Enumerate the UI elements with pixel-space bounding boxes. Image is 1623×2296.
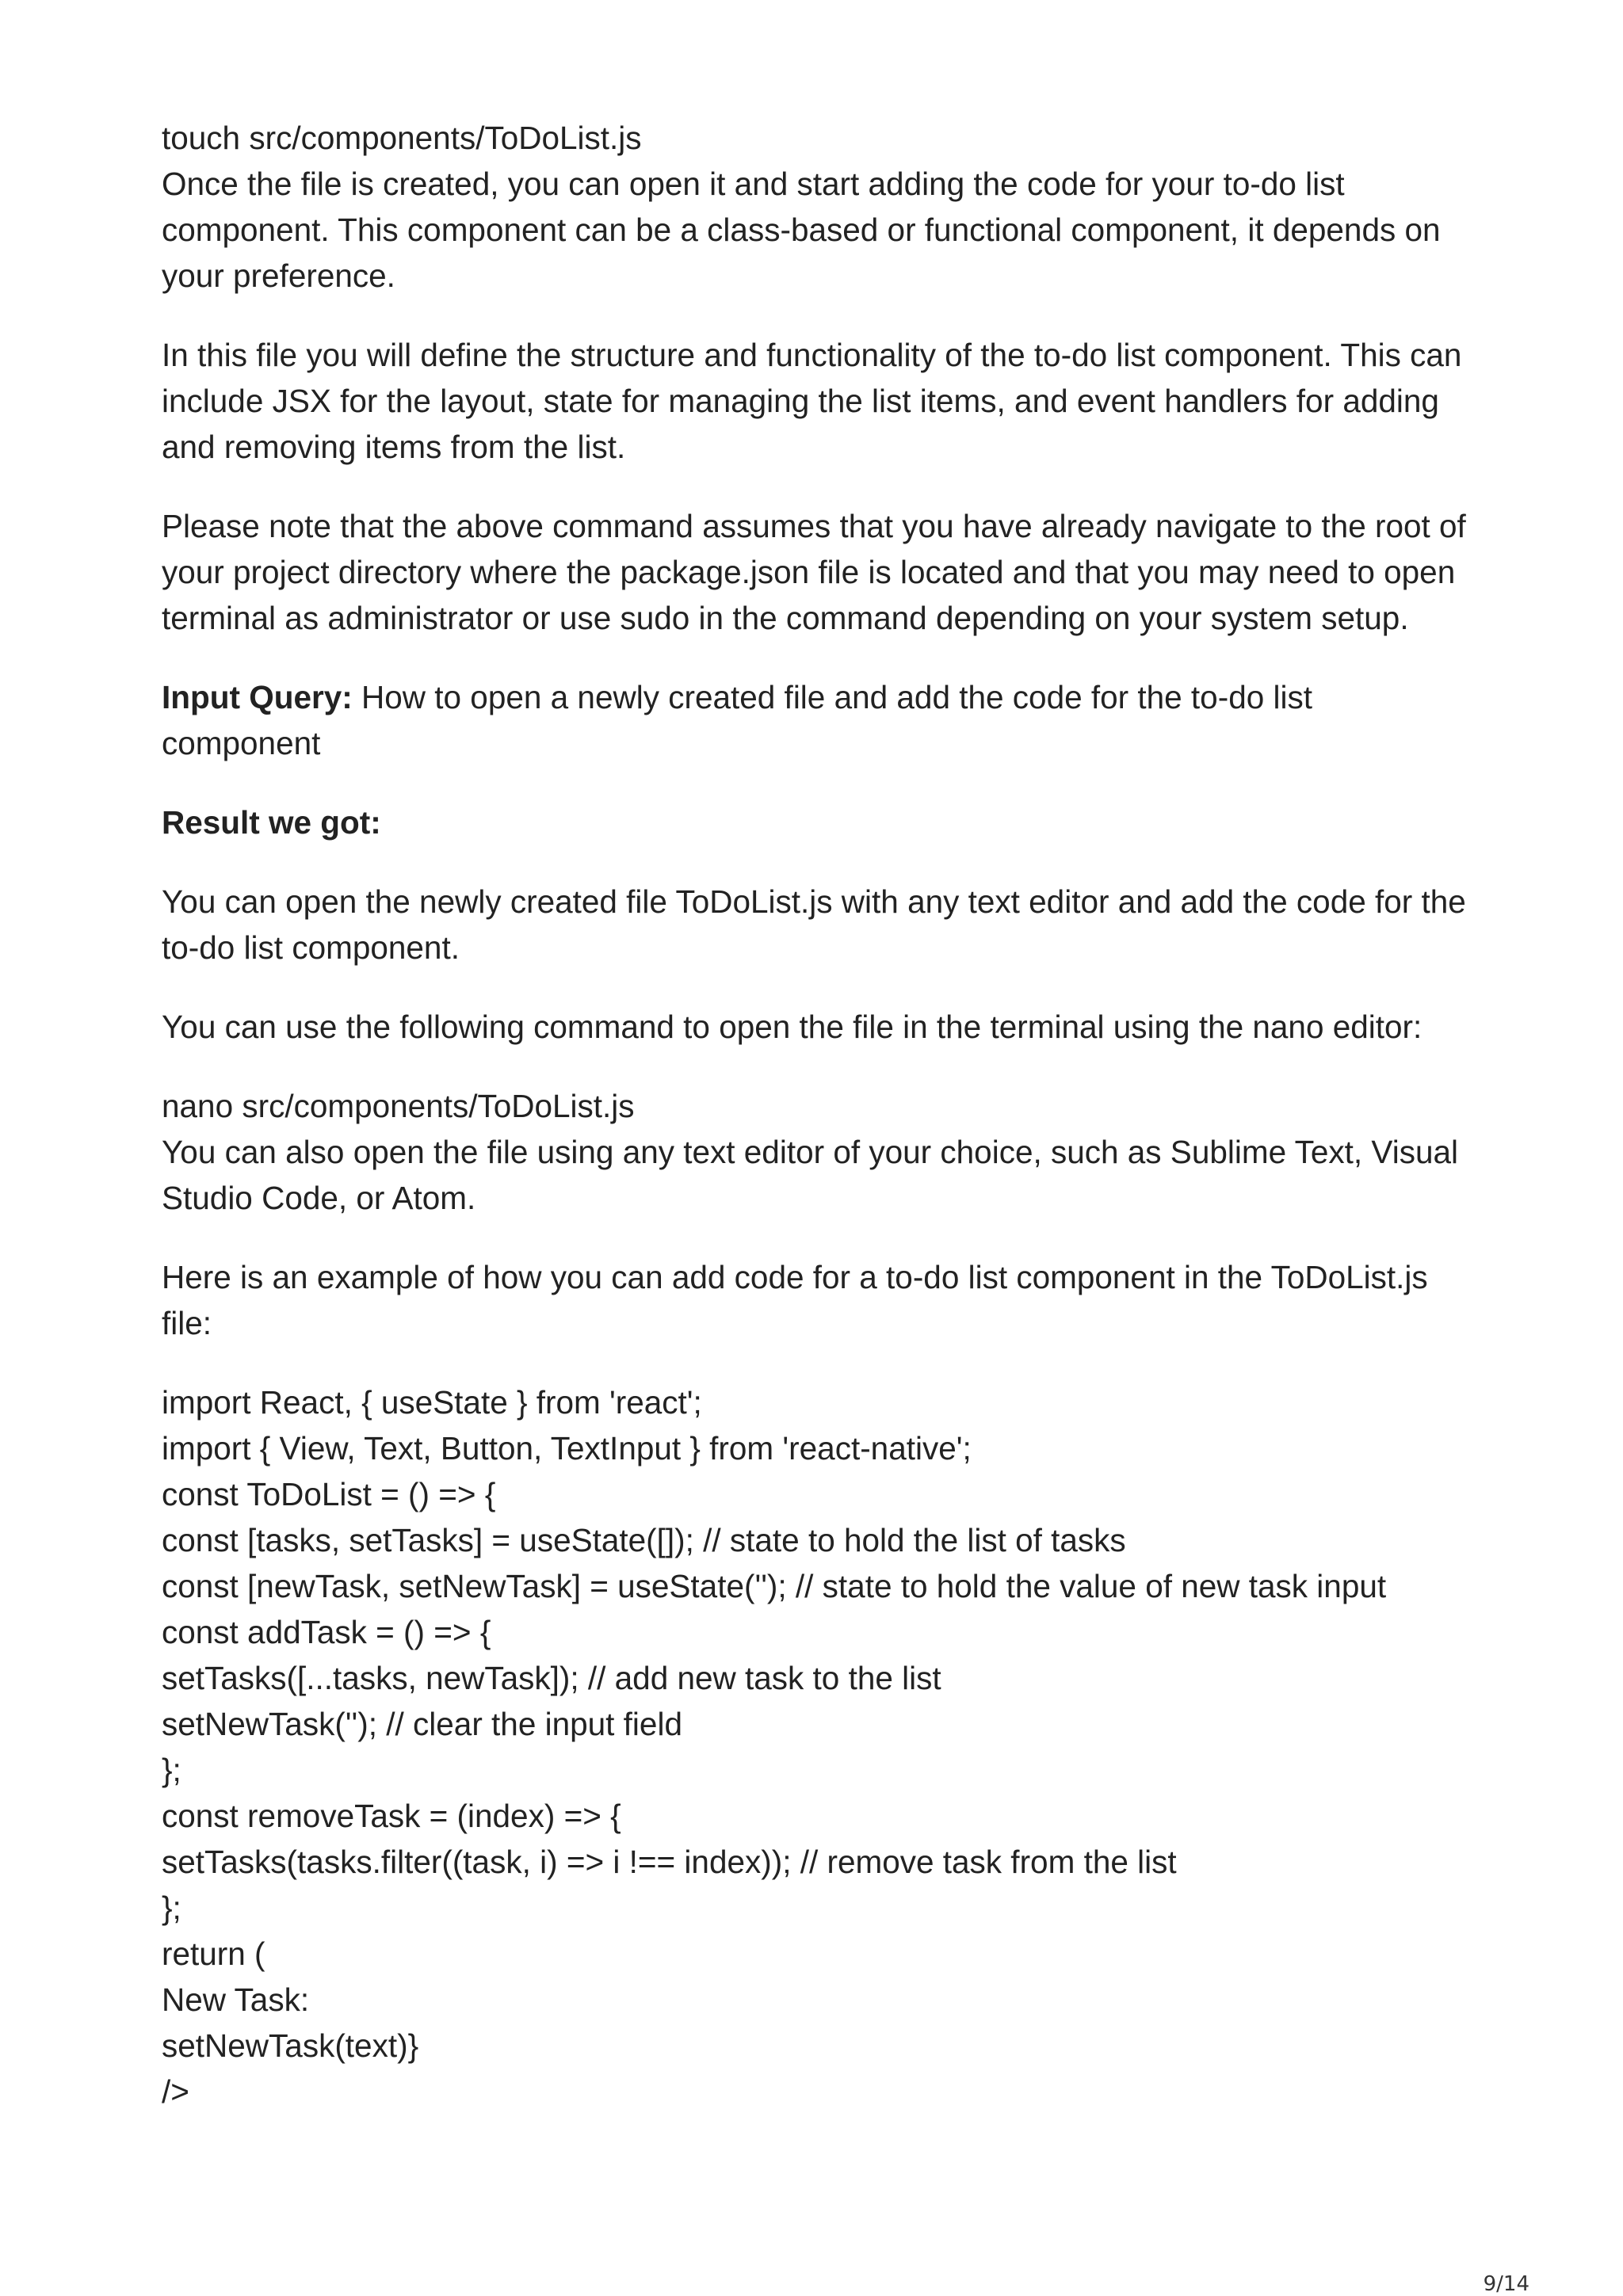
code-line: const addTask = () => { — [162, 1614, 491, 1650]
input-query-text: How to open a newly created file and add the code for the to-do list component — [162, 679, 1312, 761]
command-nano-block — [162, 1083, 1469, 1221]
command-touch: touch src/components/ToDoList.js — [162, 120, 642, 156]
paragraph-open-file: You can open the newly created file ToDoList.js with any text editor and add the code for the to-do list component. — [162, 883, 1466, 966]
code-line: const [newTask, setNewTask] = useState(''); // state to hold the value of new task input — [162, 1568, 1387, 1604]
page-number: 9/14 — [1483, 2272, 1529, 2296]
code-line: }; — [162, 1752, 181, 1788]
document-content — [162, 115, 1469, 2115]
paragraph-file-created: Once the file is created, you can open it and start adding the code for your to-do list component. This component can be a class-based or functional component, it depends on your preference. — [162, 166, 1441, 294]
code-line: setTasks([...tasks, newTask]); // add new task to the list — [162, 1660, 941, 1696]
code-line: New Task: — [162, 1981, 310, 2018]
code-line: setTasks(tasks.filter((task, i) => i !== index)); // remove task from the list — [162, 1844, 1177, 1880]
code-line: return ( — [162, 1936, 265, 1972]
command-touch-block — [162, 115, 1469, 299]
command-nano: nano src/components/ToDoList.js — [162, 1088, 635, 1124]
code-block — [162, 1379, 1469, 2115]
code-line: /> — [162, 2073, 189, 2110]
code-line: const [tasks, setTasks] = useState([]); // state to hold the list of tasks — [162, 1522, 1126, 1558]
input-query-label: Input Query: — [162, 679, 353, 715]
input-query-paragraph — [162, 674, 1469, 766]
code-line: setNewTask(text)} — [162, 2027, 419, 2064]
code-line: }; — [162, 1890, 181, 1926]
paragraph-text-editor: You can also open the file using any text editor of your choice, such as Sublime Text, Visual Studio Code, or Atom. — [162, 1134, 1458, 1216]
paragraph-example-intro: Here is an example of how you can add code for a to-do list component in the ToDoList.js file: — [162, 1259, 1428, 1341]
result-label: Result we got: — [162, 804, 381, 841]
paragraph-note: Please note that the above command assumes that you have already navigate to the root of your project directory where the package.json file is located and that you may need to open terminal as administrator or use sudo in the command depending on your system setup. — [162, 508, 1466, 636]
code-line: import { View, Text, Button, TextInput } from 'react-native'; — [162, 1430, 972, 1466]
paragraph-structure: In this file you will define the structure and functionality of the to-do list component. This can include JSX for the layout, state for managing the list items, and event handlers for adding and removing items from the list. — [162, 337, 1462, 465]
code-line: const removeTask = (index) => { — [162, 1798, 621, 1834]
code-line: import React, { useState } from 'react'; — [162, 1384, 702, 1421]
paragraph-nano-command-intro: You can use the following command to open the file in the terminal using the nano editor: — [162, 1009, 1423, 1045]
code-line: setNewTask(''); // clear the input field — [162, 1706, 682, 1742]
code-line: const ToDoList = () => { — [162, 1476, 496, 1512]
